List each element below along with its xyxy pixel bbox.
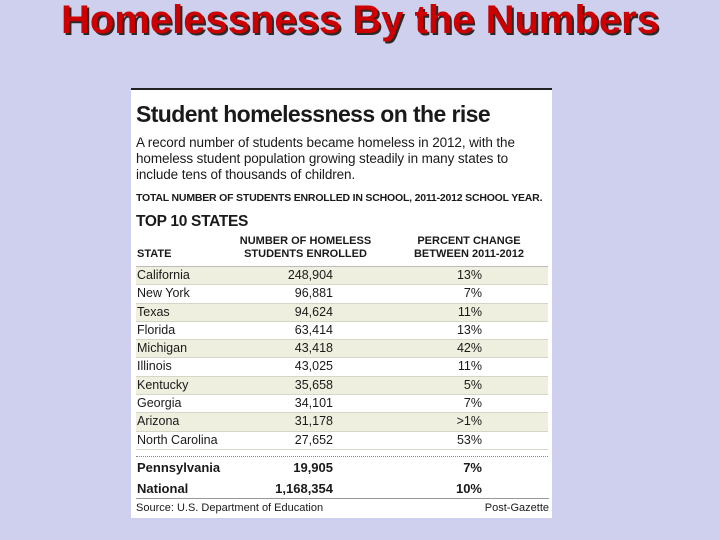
cell-state: Illinois <box>137 359 172 374</box>
cell-state: Arizona <box>137 414 180 429</box>
cell-state: Georgia <box>137 396 182 411</box>
infographic <box>131 88 552 518</box>
cell-homeless: 19,905 <box>293 459 333 475</box>
cell-homeless: 1,168,354 <box>275 480 333 496</box>
cell-change: 10% <box>455 480 482 496</box>
cell-state: Texas <box>137 304 170 319</box>
table-column-headers <box>136 232 548 266</box>
cell-change: 13% <box>456 322 482 337</box>
table-row <box>136 478 548 499</box>
cell-change: 13% <box>456 268 482 282</box>
table-row <box>136 395 548 413</box>
graphic-description: A record number of students became homeless in 2012, with the homeless student population growing steadily in many states to include tens of thousands of children. <box>136 135 515 182</box>
summary-table <box>136 457 548 499</box>
graphic-subhead: TOP 10 STATES <box>136 213 249 230</box>
cell-state: Kentucky <box>137 377 189 392</box>
column-header-homeless: NUMBER OF HOMELESS STUDENTS ENROLLED <box>239 235 372 260</box>
cell-change: 11% <box>457 304 482 319</box>
graphic-note: TOTAL NUMBER OF STUDENTS ENROLLED IN SCHOOL, 2011-2012 SCHOOL YEAR. <box>136 192 543 204</box>
cell-homeless: 96,881 <box>294 286 333 301</box>
graphic-footer <box>136 498 549 514</box>
cell-state: Pennsylvania <box>137 459 221 475</box>
table-row <box>136 358 548 376</box>
column-header-change: PERCENT CHANGE BETWEEN 2011-2012 <box>413 235 525 260</box>
graphic-headline: Student homelessness on the rise <box>136 101 491 127</box>
cell-homeless: 248,904 <box>287 268 333 282</box>
table-row <box>136 267 548 285</box>
cell-change: 11% <box>457 359 482 374</box>
column-header-state: STATE <box>137 248 172 260</box>
cell-change: 5% <box>463 377 482 392</box>
table-row <box>136 377 548 395</box>
slide-title <box>0 0 720 43</box>
cell-homeless: 63,414 <box>294 322 333 337</box>
table-row <box>136 413 548 431</box>
cell-homeless: 43,418 <box>294 341 333 356</box>
cell-state: Michigan <box>137 341 188 356</box>
cell-change: 7% <box>463 396 482 411</box>
table-row <box>136 340 548 358</box>
cell-state: National <box>137 480 189 496</box>
table-row <box>136 432 548 450</box>
cell-state: Florida <box>137 322 176 337</box>
cell-homeless: 31,178 <box>294 414 333 429</box>
cell-change: 53% <box>456 432 482 447</box>
table-row <box>136 285 548 303</box>
cell-homeless: 34,101 <box>294 396 333 411</box>
cell-homeless: 94,624 <box>294 304 333 319</box>
cell-homeless: 35,658 <box>294 377 333 392</box>
slide-title-text: Homelessness By the Numbers <box>60 0 659 42</box>
cell-state: North Carolina <box>137 432 218 447</box>
credit-text: Post-Gazette <box>484 502 549 514</box>
cell-change: 7% <box>463 459 482 475</box>
cell-homeless: 43,025 <box>294 359 333 374</box>
table-row <box>136 304 548 322</box>
cell-change: >1% <box>456 414 482 429</box>
cell-homeless: 27,652 <box>294 432 333 447</box>
cell-change: 42% <box>456 341 482 356</box>
source-text: Source: U.S. Department of Education <box>136 502 324 514</box>
cell-change: 7% <box>463 286 482 301</box>
states-table <box>136 266 548 450</box>
table-row <box>136 322 548 340</box>
cell-state: New York <box>137 286 190 301</box>
table-row <box>136 457 548 478</box>
cell-state: California <box>137 268 190 282</box>
